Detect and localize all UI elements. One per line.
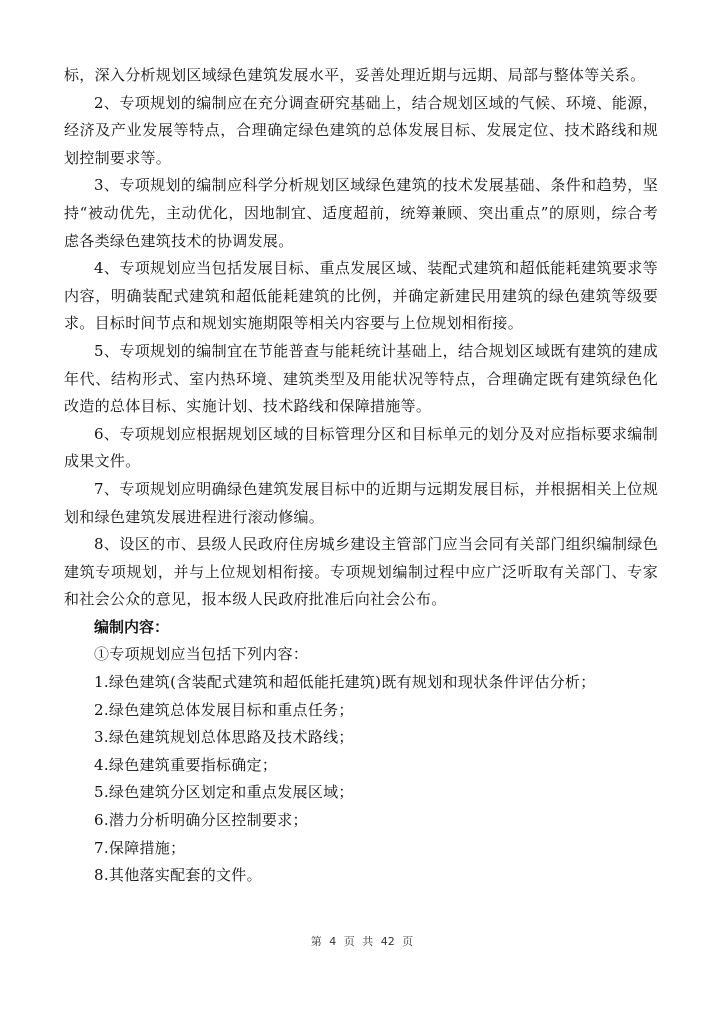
list-item: 5.绿色建筑分区划定和重点发展区域； [94, 783, 354, 802]
document-page [64, 62, 658, 890]
paragraph-item-5: 5、专项规划的编制宜在节能普查与能耗统计基础上，结合规划区域既有建筑的建成年代、结构形式、室内热环境、建筑类型及用能状况等特点，合理确定既有建筑绿色化改造的总体目标、实施计划、技术路线和保障措施等。 [64, 341, 658, 416]
list-item: 3.绿色建筑规划总体思路及技术路线； [94, 728, 354, 747]
list-item: 6.潜力分析明确分区控制要求； [94, 811, 308, 830]
section-heading: 编制内容： [94, 617, 170, 636]
paragraph-item-6: 6、专项规划应根据规划区域的目标管理分区和目标单元的划分及对应指标要求编制成果文件。 [64, 424, 658, 471]
paragraph-item-8: 8、设区的市、县级人民政府住房城乡建设主管部门应当会同有关部门组织编制绿色建筑专项规划，并与上位规划相衔接。专项规划编制过程中应广泛听取有关部门、专家和社会公众的意见，报本级人民政府批准后向社会公布。 [64, 535, 658, 609]
list-item: 7.保障措施； [94, 838, 186, 857]
list-intro: ①专项规划应当包括下列内容： [94, 645, 309, 664]
paragraph-item-2: 2、专项规划的编制应在充分调查研究基础上，结合规划区域的气候、环境、能源，经济及产业发展等特点，合理确定绿色建筑的总体发展目标、发展定位、技术路线和规划控制要求等。 [64, 93, 658, 167]
list-item: 8.其他落实配套的文件。 [94, 866, 262, 885]
page-number-footer: 第 4 页 共 42 页 [310, 935, 414, 948]
paragraph-item-7: 7、专项规划应明确绿色建筑发展目标中的近期与远期发展目标，并根据相关上位规划和绿色建筑发展进程进行滚动修编。 [64, 479, 658, 526]
paragraph-item-3: 3、专项规划的编制应科学分析规划区域绿色建筑的技术发展基础、条件和趋势，坚持“被动优先，主动优化，因地制宜、适度超前，统筹兼顾、突出重点”的原则，综合考虑各类绿色建筑技术的协调发展。 [64, 176, 658, 250]
list-item: 1.绿色建筑(含装配式建筑和超低能托建筑)既有规划和现状条件评估分析； [94, 673, 596, 692]
paragraph-continuation: 标，深入分析规划区域绿色建筑发展水平，妥善处理近期与远期、局部与整体等关系。 [64, 66, 646, 84]
paragraph-item-4: 4、专项规划应当包括发展目标、重点发展区域、装配式建筑和超低能耗建筑要求等内容，明确装配式建筑和超低能耗建筑的比例，并确定新建民用建筑的绿色建筑等级要求。目标时间节点和规划实施期限等相关内容要与上位规划相衔接。 [64, 259, 658, 333]
list-item: 4.绿色建筑重要指标确定； [94, 755, 278, 774]
list-item: 2.绿色建筑总体发展目标和重点任务； [94, 700, 354, 719]
